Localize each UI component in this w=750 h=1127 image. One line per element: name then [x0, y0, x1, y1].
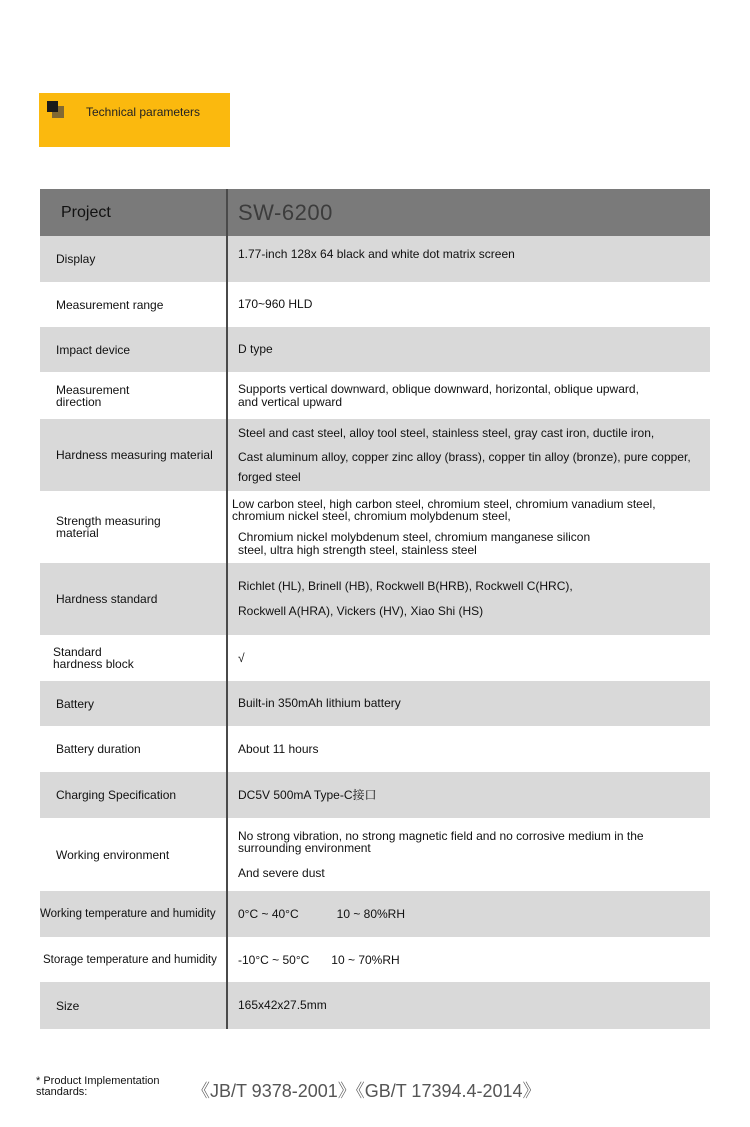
- row-label: Battery: [40, 681, 227, 726]
- footnote-label: * Product Implementation standards:: [36, 1075, 160, 1098]
- row-label: Measurement range: [40, 282, 227, 327]
- row-value: No strong vibration, no strong magnetic field and no corrosive medium in the surrounding environment And severe dust: [227, 818, 710, 891]
- row-value: About 11 hours: [227, 726, 710, 772]
- table-row: [40, 282, 710, 327]
- row-label: Storage temperature and humidity: [40, 937, 227, 982]
- table-row: [40, 635, 710, 681]
- row-value: DC5V 500mA Type-C接口: [227, 772, 710, 818]
- row-label: Hardness standard: [40, 563, 227, 635]
- table-row: [40, 937, 710, 982]
- row-value: D type: [227, 327, 710, 372]
- row-label: Standard hardness block: [40, 635, 227, 681]
- table-row: [40, 327, 710, 372]
- row-label: Display: [40, 236, 227, 282]
- table-header-row: [40, 189, 710, 236]
- table-row: [40, 772, 710, 818]
- row-label: Measurement direction: [40, 372, 227, 419]
- row-label: Battery duration: [40, 726, 227, 772]
- footnote-standards: 《JB/T 9378-2001》《GB/T 17394.4-2014》: [192, 1081, 541, 1101]
- row-label: Hardness measuring material: [40, 419, 227, 491]
- row-label: Charging Specification: [40, 772, 227, 818]
- table-row: [40, 891, 710, 937]
- row-value: Richlet (HL), Brinell (HB), Rockwell B(HRB), Rockwell C(HRC), Rockwell A(HRA), Vickers (HV), Xiao Shi (HS): [227, 563, 710, 635]
- row-value: Low carbon steel, high carbon steel, chromium steel, chromium vanadium steel, chromium nickel steel, chromium molybdenum steel, Chromium nickel molybdenum steel, chromium manganese silicon steel, ultra high strength steel, stainless steel: [227, 491, 710, 563]
- header-value: SW-6200: [227, 189, 710, 236]
- table-row: [40, 563, 710, 635]
- row-value: Supports vertical downward, oblique downward, horizontal, oblique upward, and vertical upward: [227, 372, 710, 419]
- table-row: [40, 491, 710, 563]
- table-row: [40, 419, 710, 491]
- section-title: Technical parameters: [86, 105, 201, 119]
- section-header-badge: [39, 93, 230, 147]
- row-label: Impact device: [40, 327, 227, 372]
- row-label: Strength measuring material: [40, 491, 227, 563]
- row-value: Built-in 350mAh lithium battery: [227, 681, 710, 726]
- table-row: [40, 236, 710, 282]
- table-row: [40, 681, 710, 726]
- table-row: [40, 372, 710, 419]
- header-label: Project: [40, 189, 227, 236]
- row-value: 165x42x27.5mm: [227, 982, 710, 1029]
- spec-table: [40, 189, 710, 1029]
- row-value: Steel and cast steel, alloy tool steel, stainless steel, gray cast iron, ductile iron, Cast aluminum alloy, copper zinc alloy (brass), copper tin alloy (bronze), pure copper, forged steel: [227, 419, 710, 491]
- table-row: [40, 726, 710, 772]
- row-label: Size: [40, 982, 227, 1029]
- row-label: Working temperature and humidity: [40, 891, 227, 937]
- stacked-squares-icon: [47, 101, 65, 119]
- row-value: 0°C ~ 40°C 10 ~ 80%RH: [227, 891, 710, 937]
- table-row: [40, 818, 710, 891]
- row-value: √: [227, 635, 710, 681]
- row-value: 170~960 HLD: [227, 282, 710, 327]
- table-row: [40, 982, 710, 1029]
- row-value: -10°C ~ 50°C 10 ~ 70%RH: [227, 937, 710, 982]
- row-label: Working environment: [40, 818, 227, 891]
- row-value: 1.77-inch 128x 64 black and white dot matrix screen: [227, 236, 710, 282]
